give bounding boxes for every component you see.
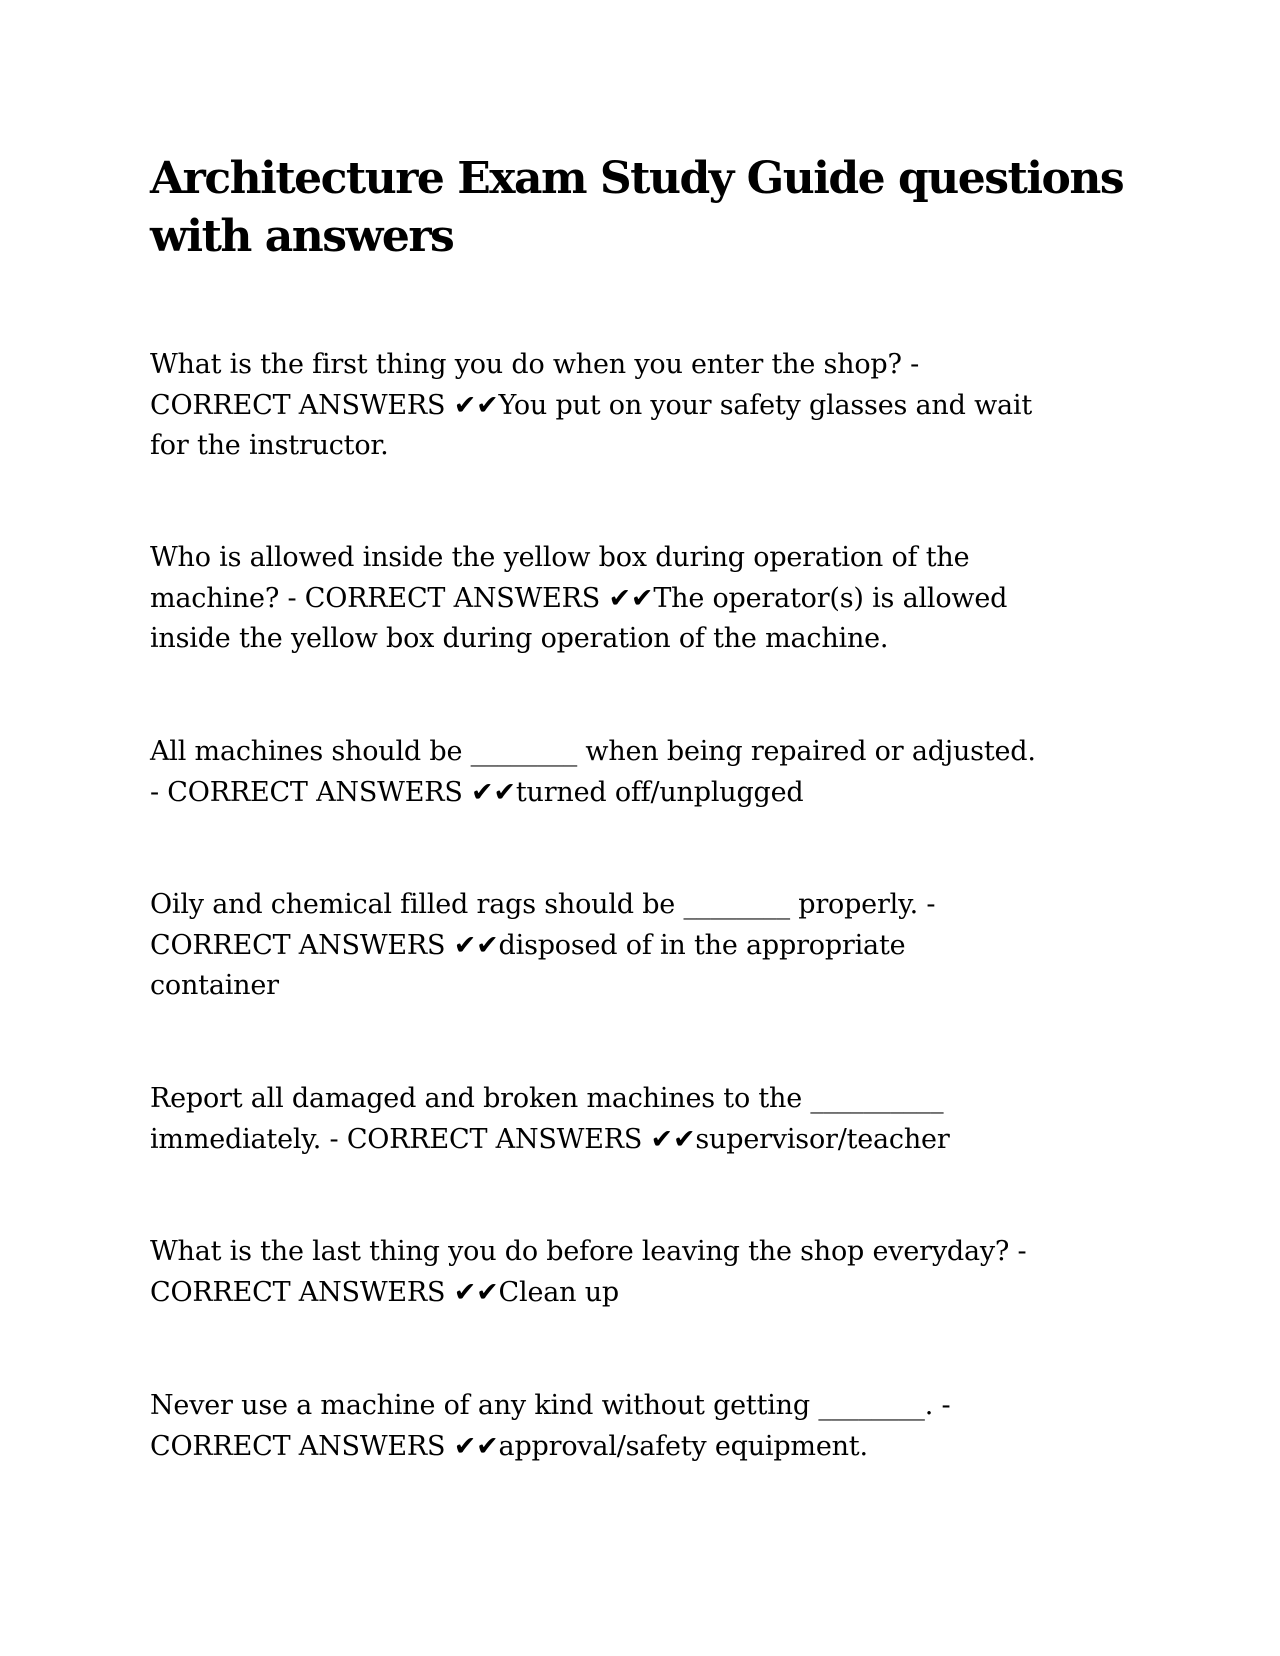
- qa-line: for the instructor.: [150, 430, 389, 461]
- qa-item-7: [150, 1386, 950, 1467]
- qa-item-1: [150, 345, 1032, 467]
- qa-item-2: [150, 538, 1007, 660]
- qa-line: Never use a machine of any kind without getting ________. -: [150, 1390, 951, 1421]
- qa-line: Oily and chemical filled rags should be ________ properly. -: [150, 889, 936, 920]
- qa-line: All machines should be ________ when being repaired or adjusted.: [150, 736, 1036, 767]
- document-title: [150, 150, 1123, 266]
- qa-line: CORRECT ANSWERS ✔✔Clean up: [150, 1276, 619, 1308]
- qa-line: immediately. - CORRECT ANSWERS ✔✔supervisor/teacher: [150, 1123, 950, 1155]
- qa-line: Who is allowed inside the yellow box during operation of the: [150, 542, 970, 573]
- qa-line: What is the last thing you do before leaving the shop everyday? -: [150, 1236, 1027, 1267]
- qa-line: container: [150, 970, 279, 1001]
- title-line: Architecture Exam Study Guide questions: [150, 153, 1124, 204]
- qa-line: CORRECT ANSWERS ✔✔You put on your safety glasses and wait: [150, 389, 1032, 421]
- qa-line: CORRECT ANSWERS ✔✔disposed of in the appropriate: [150, 929, 906, 961]
- qa-line: machine? - CORRECT ANSWERS ✔✔The operator(s) is allowed: [150, 582, 1008, 614]
- qa-line: What is the first thing you do when you enter the shop? -: [150, 349, 920, 380]
- qa-line: CORRECT ANSWERS ✔✔approval/safety equipment.: [150, 1430, 868, 1462]
- qa-item-4: [150, 885, 935, 1007]
- qa-item-6: [150, 1232, 1026, 1313]
- qa-item-3: [150, 732, 1036, 813]
- qa-line: - CORRECT ANSWERS ✔✔turned off/unplugged: [150, 776, 804, 808]
- qa-line: inside the yellow box during operation of the machine.: [150, 623, 889, 654]
- qa-item-5: [150, 1079, 950, 1160]
- qa-line: Report all damaged and broken machines to the __________: [150, 1083, 944, 1114]
- title-line: with answers: [150, 211, 454, 262]
